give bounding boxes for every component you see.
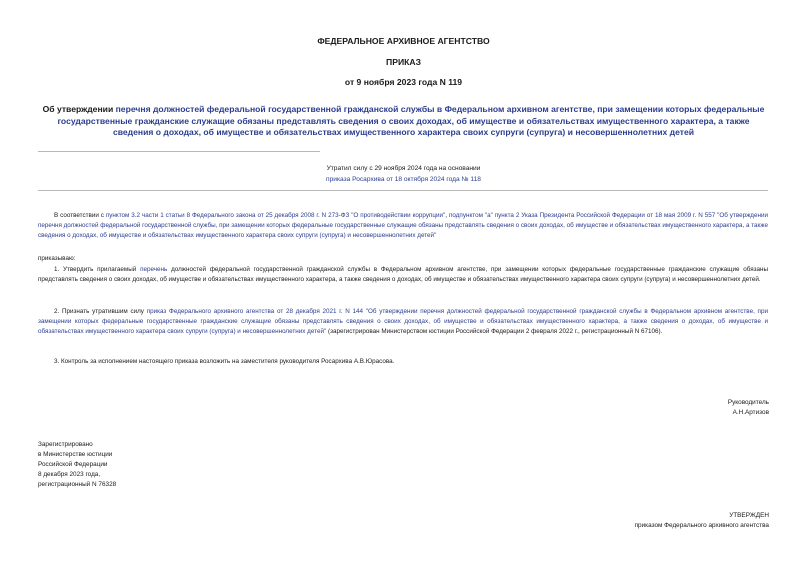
registration-line-3: Российской Федерации — [38, 461, 108, 468]
item2-text-b: (зарегистрирован Министерством юстиции Российской Федерации 2 февраля 2022 г., регистрационный N 67106). — [326, 327, 663, 335]
status-line-1: Утратил силу с 29 ноября 2024 года на основании — [326, 165, 481, 172]
paragraph-order: приказываю: — [38, 255, 76, 262]
status-line-2 — [0, 174, 807, 185]
separator-top — [38, 151, 320, 152]
registration-line-4: 8 декабря 2023 года, — [38, 471, 101, 478]
approved-label: УТВЕРЖДЕН — [729, 512, 769, 519]
title-link[interactable]: перечня должностей федеральной государственной гражданской службы в Федеральном архивном агентстве, при замещении которых федеральные государственные гражданские служащие обязаны представлять сведения о своих доходах, об имуществе и обязательствах имущественного характера, а также сведения о доходах, об имуществе и обязательствах имущественного характера своих супруги (супруга) и несовершеннолетних детей — [57, 104, 765, 137]
paragraph-item-2 — [38, 307, 768, 336]
paragraph-preamble — [38, 211, 768, 240]
previous-order-link[interactable]: приказ Федерального архивного агентства от 28 декабря 2021 г. N 144 "Об утверждении перечня должностей федеральной государственной гражданской службы в Федеральном архивном агентстве, при замещении которых федеральные государственные гражданские служащие обязаны представлять сведения о своих доходах, об имуществе и обязательствах имущественного характера, а также сведения о доходах, об имуществе и обязательствах имущественного характера своих супруги (супруга) и несовершеннолетних детей" — [38, 308, 768, 335]
document-date-number: от 9 ноября 2023 года N 119 — [344, 77, 463, 87]
preamble-separator: , — [445, 212, 449, 219]
document-type: ПРИКАЗ — [386, 57, 421, 67]
status-link[interactable]: приказа Росархива от 18 октября 2024 года № 118 — [326, 176, 481, 183]
paragraph-item-1 — [38, 265, 768, 285]
registration-line-1: Зарегистрировано — [38, 441, 93, 448]
agency-name: ФЕДЕРАЛЬНОЕ АРХИВНОЕ АГЕНТСТВО — [317, 36, 490, 46]
registration-line-2: в Министерстве юстиции — [38, 451, 113, 458]
decree-link[interactable]: подпунктом "а" пункта 2 Указа Президента Российской Федерации от 18 мая 2009 г. N 557 "Об утверждении перечня должностей федеральной государственной службы, при замещении которых федеральные государственные служащие обязаны представлять сведения о своих доходах, об имуществе и обязательствах имущественного характера, а также сведения о доходах, об имуществе и обязательствах имущественного характера своих супруги (супруга) и несовершеннолетних детей" — [38, 212, 769, 239]
paragraph-item-3: 3. Контроль за исполнением настоящего приказа возложить на заместителя руководителя Росархива А.В.Юрасова. — [54, 358, 395, 365]
title-prefix: Об утверждении — [42, 104, 116, 114]
signature-role: Руководитель — [727, 399, 769, 406]
list-link[interactable]: перечень — [140, 266, 168, 273]
law-link[interactable]: пунктом 3.2 части 1 статьи 8 Федерального закона от 25 декабря 2008 г. N 273-ФЗ "О противодействии коррупции" — [105, 212, 446, 219]
separator-bottom — [38, 190, 768, 191]
document-title — [40, 104, 767, 139]
preamble-text: В соответствии с — [54, 212, 106, 219]
item2-text-a: 2. Признать утратившим силу — [54, 308, 147, 315]
approved-by: приказом Федерального архивного агентства — [634, 522, 769, 529]
signature-name: А.Н.Артизов — [732, 409, 769, 416]
item1-text-a: 1. Утвердить прилагаемый — [54, 266, 141, 273]
registration-line-5: регистрационный N 76328 — [38, 481, 117, 488]
item1-text-b: должностей федеральной государственной гражданской службы в Федеральном архивном агентстве, при замещении которых федеральные государственные гражданские служащие обязаны представлять сведения о своих доходах, об имуществе и обязательствах имущественного характера, а также сведения о доходах, об имуществе и обязательствах имущественного характера своих супруги (супруга) и несовершеннолетних детей. — [38, 266, 769, 283]
